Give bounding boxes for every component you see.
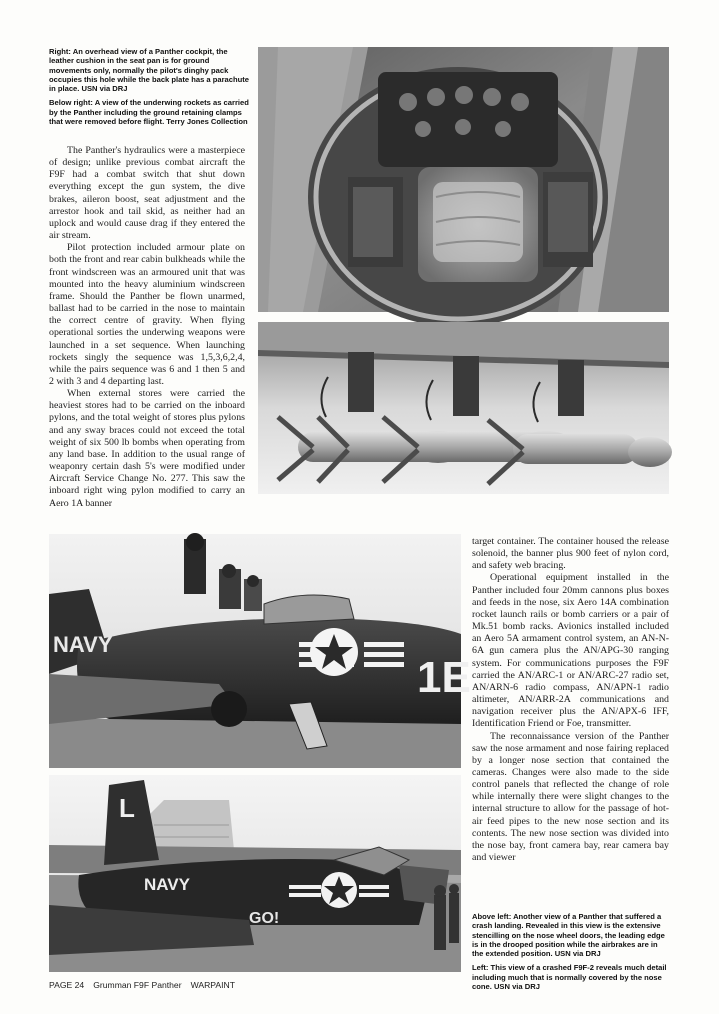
photo-crashed-f9f2 — [49, 775, 461, 972]
photo-cockpit — [258, 47, 669, 312]
paragraph: target container. The container housed the release solenoid, the banner plus 900 feet of nylon cord, and safety web bracing. — [472, 536, 669, 572]
paragraph: The reconnaissance version of the Panther saw the nose armament and nose fairing replaced by a longer nose section that contained the cameras. Changes were also made to the side control panels that reflected the change of role while internally there were slight changes to the internal structure to allow for the passage of hot-air feed pipes to the new nose section and its contents. The new nose section was divided into the nose bay, front camera bay, rear camera bay and viewer — [472, 730, 669, 864]
caption-crashed-f9f2: Left: This view of a crashed F9F-2 reveals much detail including much that is normally covered by the nose cone. USN via DRJ — [472, 963, 667, 992]
fuselage-navy-text: NAVY — [144, 875, 190, 894]
photo-crash-landing — [49, 534, 471, 768]
page-number: PAGE 24 — [49, 980, 85, 990]
paragraph: The Panther's hydraulics were a masterpiece of design; unlike previous combat aircraft the F9F had a combat switch that shut down everything except the gun system, the dive brakes, aileron boost, seat adjustment and the arrestor hook and tail skid, as neither had an uplock and would cause drag if they entered the air stream. — [49, 145, 245, 242]
caption-block-top — [49, 47, 251, 131]
paragraph: Pilot protection included armour plate on both the front and rear cabin bulkheads while the front windscreen was an armoured unit that was mounted into the heavy aluminium windscreen frame. Should the Panther be flown unarmed, ballast had to be carried in the nose to maintain the correct centre of gravity. When flying operational sorties the underwing weapons were launched in a set sequence. When launching rockets singly the sequence was 1,5,3,6,2,4, while the pairs sequence was 6 and 1 then 5 and 2 with 3 and 4 departing last. — [49, 242, 245, 387]
nose-marking-text: GO! — [249, 910, 280, 927]
photo-underwing-rockets — [258, 322, 669, 494]
caption-block-bottom — [472, 912, 669, 996]
fuselage-code-text: 1E — [417, 653, 471, 702]
book-title: Grumman F9F Panther — [93, 980, 182, 990]
page-footer — [49, 980, 244, 990]
paragraph: Operational equipment installed in the Panther included four 20mm cannons plus boxes and feeds in the nose, six Aero 14A combination rocket launch rails or bomb carriers or a pair of Mk.51 bomb racks. Avionics installed included an Aero 5A armament control system, an AN-N-6A gun camera plus the AN/APG-30 ranging system. For communications purposes the F9F carried the AN/ARC-1 or AN/ARC-27 radio set, AN/ARN-6 radio compass, AN/APN-1 radio altimeter, AN/ARR-2A communications and navigation receiver plus the AN/APX-6 IFF, Identification Friend or Foe, transmitter. — [472, 572, 669, 730]
caption-crash-landing: Above left: Another view of a Panther that suffered a crash landing. Revealed in this view is the extensive stencilling on the nose wheel doors, the leading edge is in the drooped position while the airbrakes are in the extended position. USN via DRJ — [472, 912, 665, 959]
series-name: WARPAINT — [190, 980, 235, 990]
tail-letter-text: L — [119, 793, 135, 823]
caption-rockets: Below right: A view of the underwing rockets as carried by the Panther including the ground retaining clamps that were removed before flight. Terry Jones Collection — [49, 98, 249, 127]
wing-marking-text: NAVY — [53, 632, 113, 657]
caption-cockpit: Right: An overhead view of a Panther cockpit, the leather cushion in the seat pan is for ground movements only, normally the pilot's dinghy pack occupies this hole while the back plate has a parachute in place. USN via DRJ — [49, 47, 250, 94]
body-column-right — [472, 536, 669, 864]
paragraph: When external stores were carried the heaviest stores had to be carried on the inboard pylons, and the total weight of stores plus pylons and any sway braces could not exceed the total weight of six 500 lb bombs when operating from any land base. In addition to the usual range of weaponry certain dash 5's were modified under Aircraft Service Change No. 277. This saw the inboard right wing pylon modified to carry an Aero 1A banner — [49, 388, 245, 509]
body-column-left — [49, 145, 245, 510]
